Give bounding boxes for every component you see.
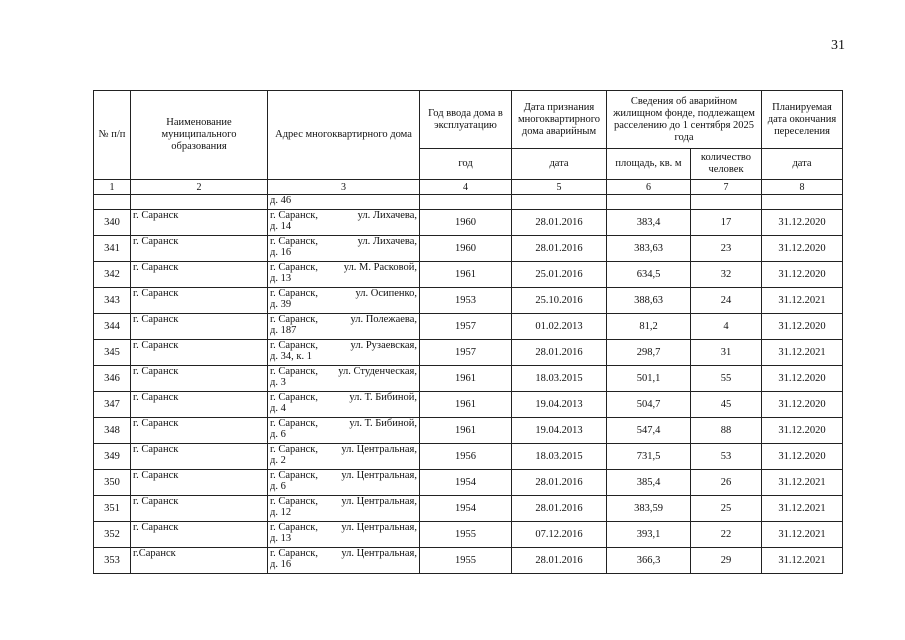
- people-cell: 32: [691, 262, 762, 288]
- year-cell: 1957: [420, 340, 512, 366]
- address-house: д. 13: [270, 273, 292, 284]
- date-cell: 28.01.2016: [512, 496, 607, 522]
- municipality-cell: г. Саранск: [131, 262, 268, 288]
- end-date-cell: 31.12.2021: [762, 288, 843, 314]
- address-cell: [268, 340, 420, 366]
- address-street: ул. Студенческая,: [338, 366, 417, 377]
- people-cell: 24: [691, 288, 762, 314]
- row-number: 346: [94, 366, 131, 392]
- address-city: г. Саранск,: [270, 496, 318, 507]
- table-row: [94, 288, 843, 314]
- column-number: 3: [268, 180, 420, 195]
- end-date-cell: 31.12.2020: [762, 444, 843, 470]
- area-cell: 501,1: [607, 366, 691, 392]
- header-planned-end: Планируемая дата окончания переселения: [762, 91, 843, 149]
- address-city: г. Саранск,: [270, 340, 318, 351]
- end-date-cell: 31.12.2021: [762, 496, 843, 522]
- date-cell: 28.01.2016: [512, 548, 607, 574]
- address-cell: [268, 314, 420, 340]
- date-cell: 07.12.2016: [512, 522, 607, 548]
- end-date-cell: 31.12.2020: [762, 366, 843, 392]
- address-cell: [268, 548, 420, 574]
- date-cell: 28.01.2016: [512, 210, 607, 236]
- address-city: г. Саранск,: [270, 392, 318, 403]
- address-city: г. Саранск,: [270, 548, 318, 559]
- table-row: [94, 262, 843, 288]
- address-cell: [268, 418, 420, 444]
- row-number: 345: [94, 340, 131, 366]
- end-date-cell: 31.12.2020: [762, 210, 843, 236]
- address-house: д. 14: [270, 221, 292, 232]
- address-street: ул. Полежаева,: [350, 314, 417, 325]
- end-date-cell: 31.12.2020: [762, 236, 843, 262]
- address-cell: [268, 444, 420, 470]
- municipality-cell: г. Саранск: [131, 522, 268, 548]
- header-date-declared: Дата признания многоквартирного дома аварийным: [512, 91, 607, 149]
- year-cell: 1956: [420, 444, 512, 470]
- year-cell: 1954: [420, 496, 512, 522]
- table-row: [94, 470, 843, 496]
- row-number: 349: [94, 444, 131, 470]
- address-street: ул. Центральная,: [341, 444, 417, 455]
- area-cell: 366,3: [607, 548, 691, 574]
- row-number: 353: [94, 548, 131, 574]
- column-number: 7: [691, 180, 762, 195]
- area-cell: 81,2: [607, 314, 691, 340]
- year-cell: 1960: [420, 236, 512, 262]
- row-number: 340: [94, 210, 131, 236]
- municipality-cell: г.Саранск: [131, 548, 268, 574]
- subheader-area: площадь, кв. м: [607, 149, 691, 180]
- header-address: Адрес многоквартирного дома: [268, 91, 420, 180]
- address-house: д. 34, к. 1: [270, 351, 312, 362]
- table-row: [94, 314, 843, 340]
- people-cell: 23: [691, 236, 762, 262]
- people-cell: 88: [691, 418, 762, 444]
- year-cell: 1961: [420, 392, 512, 418]
- row-number: 351: [94, 496, 131, 522]
- address-cell: [268, 236, 420, 262]
- area-cell: 298,7: [607, 340, 691, 366]
- continued-row: [94, 195, 843, 210]
- end-date-cell: 31.12.2021: [762, 522, 843, 548]
- row-number: 347: [94, 392, 131, 418]
- address-cell: [268, 288, 420, 314]
- municipality-cell: г. Саранск: [131, 210, 268, 236]
- end-date-cell: 31.12.2021: [762, 470, 843, 496]
- date-cell: 28.01.2016: [512, 236, 607, 262]
- address-city: г. Саранск,: [270, 288, 318, 299]
- address-house: д. 187: [270, 325, 297, 336]
- people-cell: 45: [691, 392, 762, 418]
- address-street: ул. Лихачева,: [357, 210, 417, 221]
- people-cell: 17: [691, 210, 762, 236]
- year-cell: 1954: [420, 470, 512, 496]
- area-cell: 385,4: [607, 470, 691, 496]
- address-house: д. 39: [270, 299, 292, 310]
- column-number-row: [94, 180, 843, 195]
- address-house: д. 6: [270, 429, 286, 440]
- subheader-end-date: дата: [762, 149, 843, 180]
- municipality-cell: г. Саранск: [131, 392, 268, 418]
- municipality-cell: г. Саранск: [131, 470, 268, 496]
- address-house: д. 4: [270, 403, 286, 414]
- year-cell: 1955: [420, 548, 512, 574]
- year-cell: 1961: [420, 366, 512, 392]
- table-row: [94, 340, 843, 366]
- address-city: г. Саранск,: [270, 444, 318, 455]
- address-street: ул. Рузаевская,: [350, 340, 417, 351]
- area-cell: 383,4: [607, 210, 691, 236]
- header-year-commissioned: Год ввода дома в эксплуатацию: [420, 91, 512, 149]
- end-date-cell: 31.12.2020: [762, 418, 843, 444]
- table-row: [94, 392, 843, 418]
- address-cell: [268, 210, 420, 236]
- address-street: ул. Центральная,: [341, 470, 417, 481]
- people-cell: 22: [691, 522, 762, 548]
- address-city: г. Саранск,: [270, 418, 318, 429]
- row-number: 343: [94, 288, 131, 314]
- address-street: ул. М. Расковой,: [343, 262, 417, 273]
- table-row: [94, 522, 843, 548]
- date-cell: 19.04.2013: [512, 418, 607, 444]
- address-house: д. 12: [270, 507, 292, 518]
- address-street: ул. Т. Бибиной,: [349, 418, 417, 429]
- municipality-cell: г. Саранск: [131, 444, 268, 470]
- municipality-cell: г. Саранск: [131, 236, 268, 262]
- municipality-cell: г. Саранск: [131, 418, 268, 444]
- column-number: 1: [94, 180, 131, 195]
- table-row: [94, 444, 843, 470]
- table-row: [94, 210, 843, 236]
- address-city: г. Саранск,: [270, 314, 318, 325]
- area-cell: 547,4: [607, 418, 691, 444]
- subheader-people: количество человек: [691, 149, 762, 180]
- address-street: ул. Центральная,: [341, 496, 417, 507]
- area-cell: 383,59: [607, 496, 691, 522]
- date-cell: 19.04.2013: [512, 392, 607, 418]
- year-cell: 1957: [420, 314, 512, 340]
- housing-table: [93, 90, 843, 574]
- row-number: 342: [94, 262, 131, 288]
- address-street: ул. Лихачева,: [357, 236, 417, 247]
- address-house: д. 13: [270, 533, 292, 544]
- table-row: [94, 236, 843, 262]
- area-cell: 393,1: [607, 522, 691, 548]
- address-cell: [268, 522, 420, 548]
- address-street: ул. Центральная,: [341, 548, 417, 559]
- header-municipality: Наименование муниципального образования: [131, 91, 268, 180]
- area-cell: 634,5: [607, 262, 691, 288]
- end-date-cell: 31.12.2020: [762, 262, 843, 288]
- address-city: г. Саранск,: [270, 470, 318, 481]
- municipality-cell: г. Саранск: [131, 288, 268, 314]
- year-cell: 1955: [420, 522, 512, 548]
- date-cell: 25.01.2016: [512, 262, 607, 288]
- column-number: 5: [512, 180, 607, 195]
- people-cell: 25: [691, 496, 762, 522]
- address-house: д. 6: [270, 481, 286, 492]
- column-number: 8: [762, 180, 843, 195]
- address-street: ул. Центральная,: [341, 522, 417, 533]
- row-number: 350: [94, 470, 131, 496]
- continued-address: д. 46: [268, 195, 420, 210]
- address-cell: [268, 470, 420, 496]
- table-row: [94, 548, 843, 574]
- date-cell: 18.03.2015: [512, 444, 607, 470]
- date-cell: 28.01.2016: [512, 470, 607, 496]
- municipality-cell: г. Саранск: [131, 366, 268, 392]
- address-cell: [268, 496, 420, 522]
- year-cell: 1960: [420, 210, 512, 236]
- end-date-cell: 31.12.2021: [762, 340, 843, 366]
- address-cell: [268, 392, 420, 418]
- end-date-cell: 31.12.2020: [762, 314, 843, 340]
- municipality-cell: г. Саранск: [131, 314, 268, 340]
- people-cell: 4: [691, 314, 762, 340]
- address-street: ул. Т. Бибиной,: [349, 392, 417, 403]
- end-date-cell: 31.12.2020: [762, 392, 843, 418]
- subheader-year: год: [420, 149, 512, 180]
- page-number: 31: [831, 38, 845, 53]
- date-cell: 25.10.2016: [512, 288, 607, 314]
- date-cell: 28.01.2016: [512, 340, 607, 366]
- people-cell: 26: [691, 470, 762, 496]
- subheader-date: дата: [512, 149, 607, 180]
- table-row: [94, 418, 843, 444]
- people-cell: 53: [691, 444, 762, 470]
- area-cell: 504,7: [607, 392, 691, 418]
- year-cell: 1961: [420, 418, 512, 444]
- year-cell: 1961: [420, 262, 512, 288]
- address-street: ул. Осипенко,: [355, 288, 417, 299]
- address-city: г. Саранск,: [270, 262, 318, 273]
- address-city: г. Саранск,: [270, 366, 318, 377]
- address-cell: [268, 366, 420, 392]
- address-city: г. Саранск,: [270, 522, 318, 533]
- people-cell: 55: [691, 366, 762, 392]
- area-cell: 388,63: [607, 288, 691, 314]
- row-number: 344: [94, 314, 131, 340]
- header-emergency-info: Сведения об аварийном жилищном фонде, подлежащем расселению до 1 сентября 2025 года: [607, 91, 762, 149]
- people-cell: 31: [691, 340, 762, 366]
- header-num: № п/п: [94, 91, 131, 180]
- address-house: д. 3: [270, 377, 286, 388]
- end-date-cell: 31.12.2021: [762, 548, 843, 574]
- area-cell: 731,5: [607, 444, 691, 470]
- address-cell: [268, 262, 420, 288]
- row-number: 352: [94, 522, 131, 548]
- year-cell: 1953: [420, 288, 512, 314]
- address-house: д. 2: [270, 455, 286, 466]
- column-number: 6: [607, 180, 691, 195]
- row-number: 341: [94, 236, 131, 262]
- table-row: [94, 366, 843, 392]
- municipality-cell: г. Саранск: [131, 496, 268, 522]
- address-city: г. Саранск,: [270, 210, 318, 221]
- column-number: 2: [131, 180, 268, 195]
- people-cell: 29: [691, 548, 762, 574]
- table-row: [94, 496, 843, 522]
- date-cell: 18.03.2015: [512, 366, 607, 392]
- address-city: г. Саранск,: [270, 236, 318, 247]
- column-number: 4: [420, 180, 512, 195]
- address-house: д. 16: [270, 559, 292, 570]
- address-house: д. 16: [270, 247, 292, 258]
- area-cell: 383,63: [607, 236, 691, 262]
- date-cell: 01.02.2013: [512, 314, 607, 340]
- row-number: 348: [94, 418, 131, 444]
- municipality-cell: г. Саранск: [131, 340, 268, 366]
